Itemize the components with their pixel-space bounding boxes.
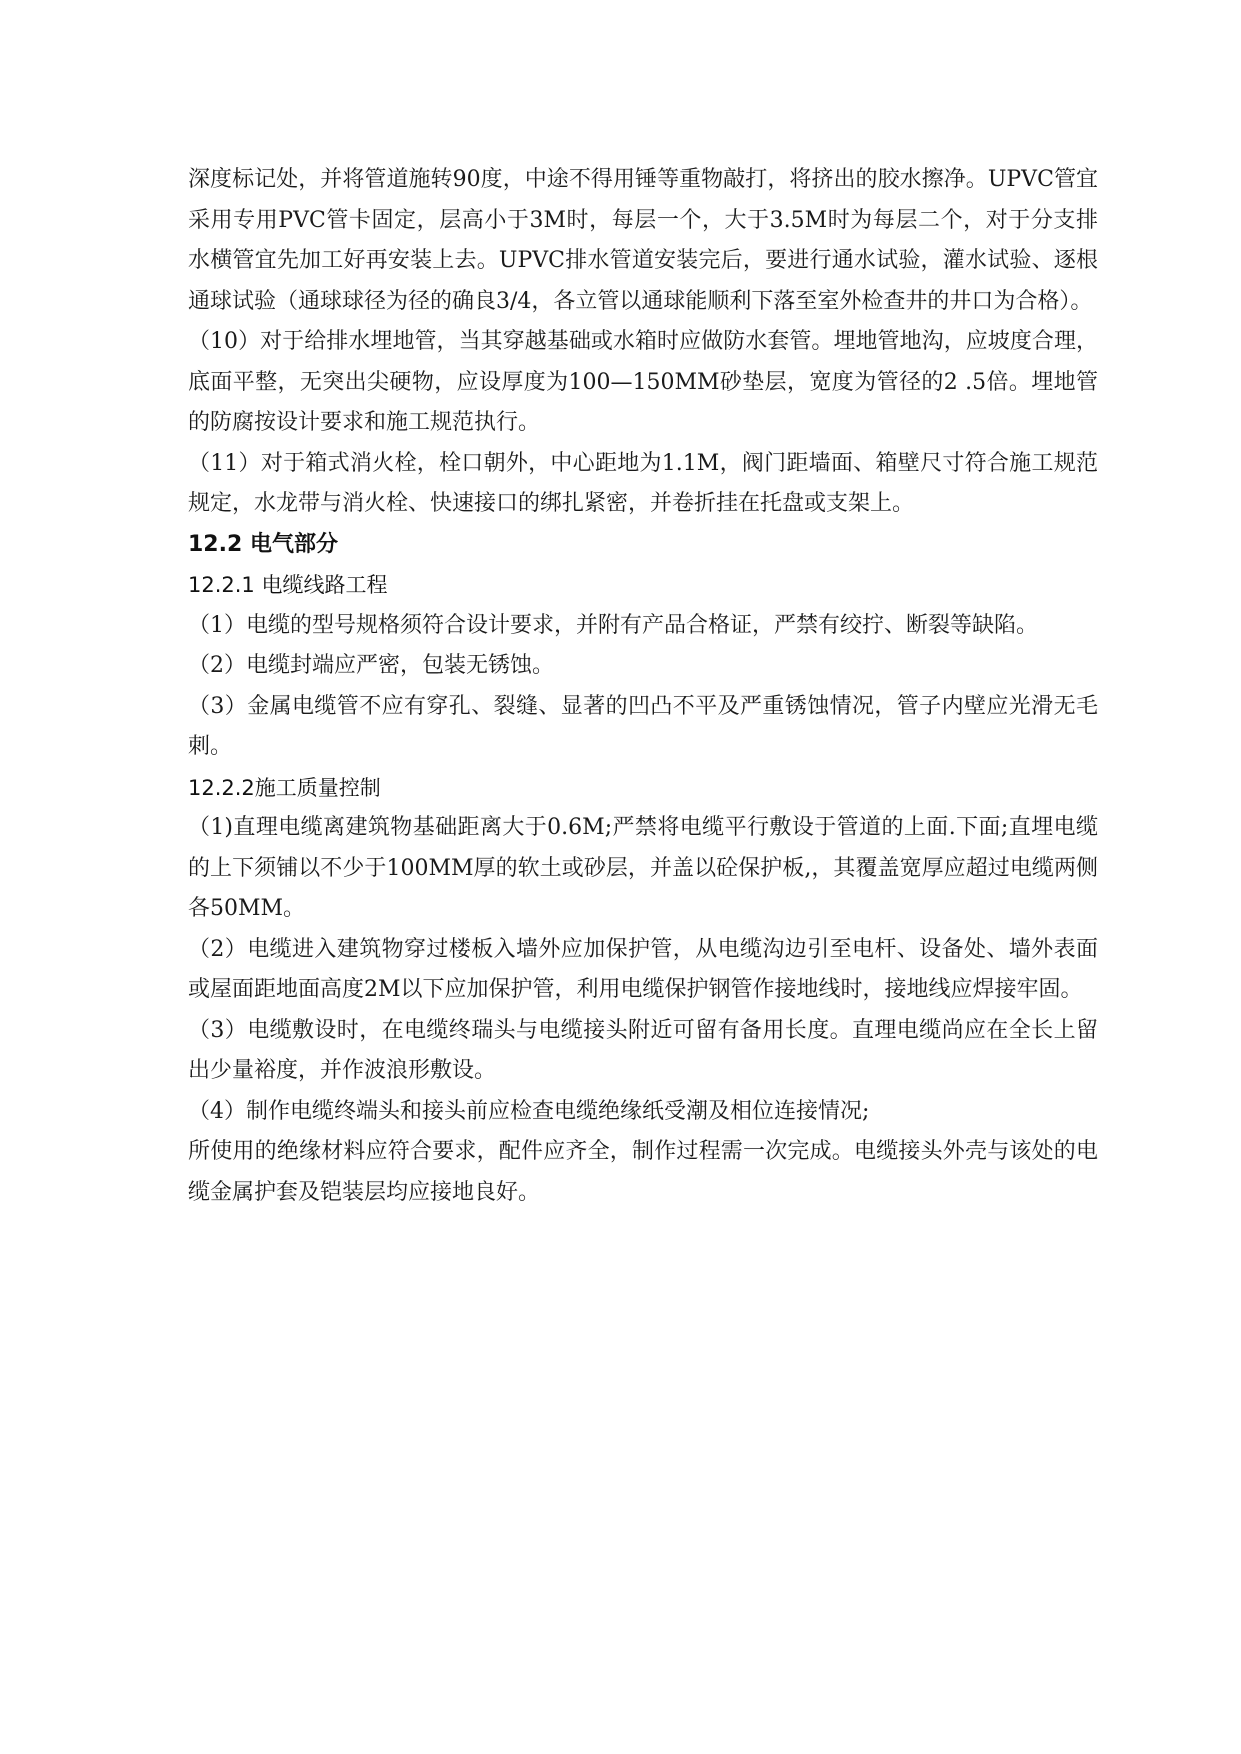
paragraph-cable-item-1: （1）电缆的型号规格须符合设计要求，并附有产品合格证，严禁有绞拧、断裂等缺陷。 (188, 612, 1038, 638)
document-body (188, 160, 1098, 1213)
subsection-heading-cable-lines: 12.2.1 电缆线路工程 (188, 573, 388, 597)
paragraph-pipe-installation: 深度标记处，并将管道施转90度，中途不得用锤等重物敲打，将挤出的胶水擦净。UPVC管宜采用专用PVC管卡固定，层高小于3M时，每层一个，大于3.5M时为每层二个，对于分支排水横管宜先加工好再安装上去。UPVC排水管道安装完后，要进行通水试验，灌水试验、逐根通球试验（通球球径为径的确良3/4，各立管以通球能顺利下落至室外检查井的井口为合格）。 (188, 167, 1098, 314)
paragraph-quality-item-1: （1)直理电缆离建筑物基础距离大于0.6M;严禁将电缆平行敷设于管道的上面.下面;直埋电缆的上下须铺以不少于100MM厚的软土或砂层，并盖以砼保护板,，其覆盖宽厚应超过电缆两侧各50MM。 (188, 815, 1098, 921)
paragraph-cable-item-2: （2）电缆封端应严密，包装无锈蚀。 (188, 653, 554, 678)
subsection-heading-quality-control: 12.2.2施工质量控制 (188, 775, 381, 800)
paragraph-quality-item-4: （4）制作电缆终端头和接头前应检查电缆绝缘纸受潮及相位连接情况; (188, 1098, 870, 1124)
paragraph-item-10: （10）对于给排水埋地管，当其穿越基础或水箱时应做防水套管。埋地管地沟，应坡度合理，底面平整，无突出尖硬物，应设厚度为100—150MM砂垫层，宽度为管径的2 .5倍。埋地管的防腐按设计要求和施工规范执行。 (188, 329, 1098, 435)
paragraph-quality-item-4-cont: 所使用的绝缘材料应符合要求，配件应齐全，制作过程需一次完成。电缆接头外壳与该处的电缆金属护套及铠装层均应接地良好。 (188, 1139, 1098, 1205)
paragraph-quality-item-3: （3）电缆敷设时，在电缆终瑞头与电缆接头附近可留有备用长度。直理电缆尚应在全长上留出少量裕度，并作波浪形敷设。 (188, 1017, 1098, 1083)
paragraph-cable-item-3: （3）金属电缆管不应有穿孔、裂缝、显著的凹凸不平及严重锈蚀情况，管子内壁应光滑无毛刺。 (188, 693, 1098, 759)
section-heading-electrical: 12.2 电气部分 (188, 531, 338, 557)
paragraph-quality-item-2: （2）电缆进入建筑物穿过楼板入墙外应加保护管，从电缆沟边引至电杆、设备处、墙外表面或屋面距地面高度2M以下应加保护管，利用电缆保护钢管作接地线时，接地线应焊接牢固。 (188, 936, 1098, 1002)
paragraph-item-11: （11）对于箱式消火栓，栓口朝外，中心距地为1.1M，阀门距墙面、箱壁尺寸符合施工规范规定，水龙带与消火栓、快速接口的绑扎紧密，并卷折挂在托盘或支架上。 (188, 450, 1098, 516)
